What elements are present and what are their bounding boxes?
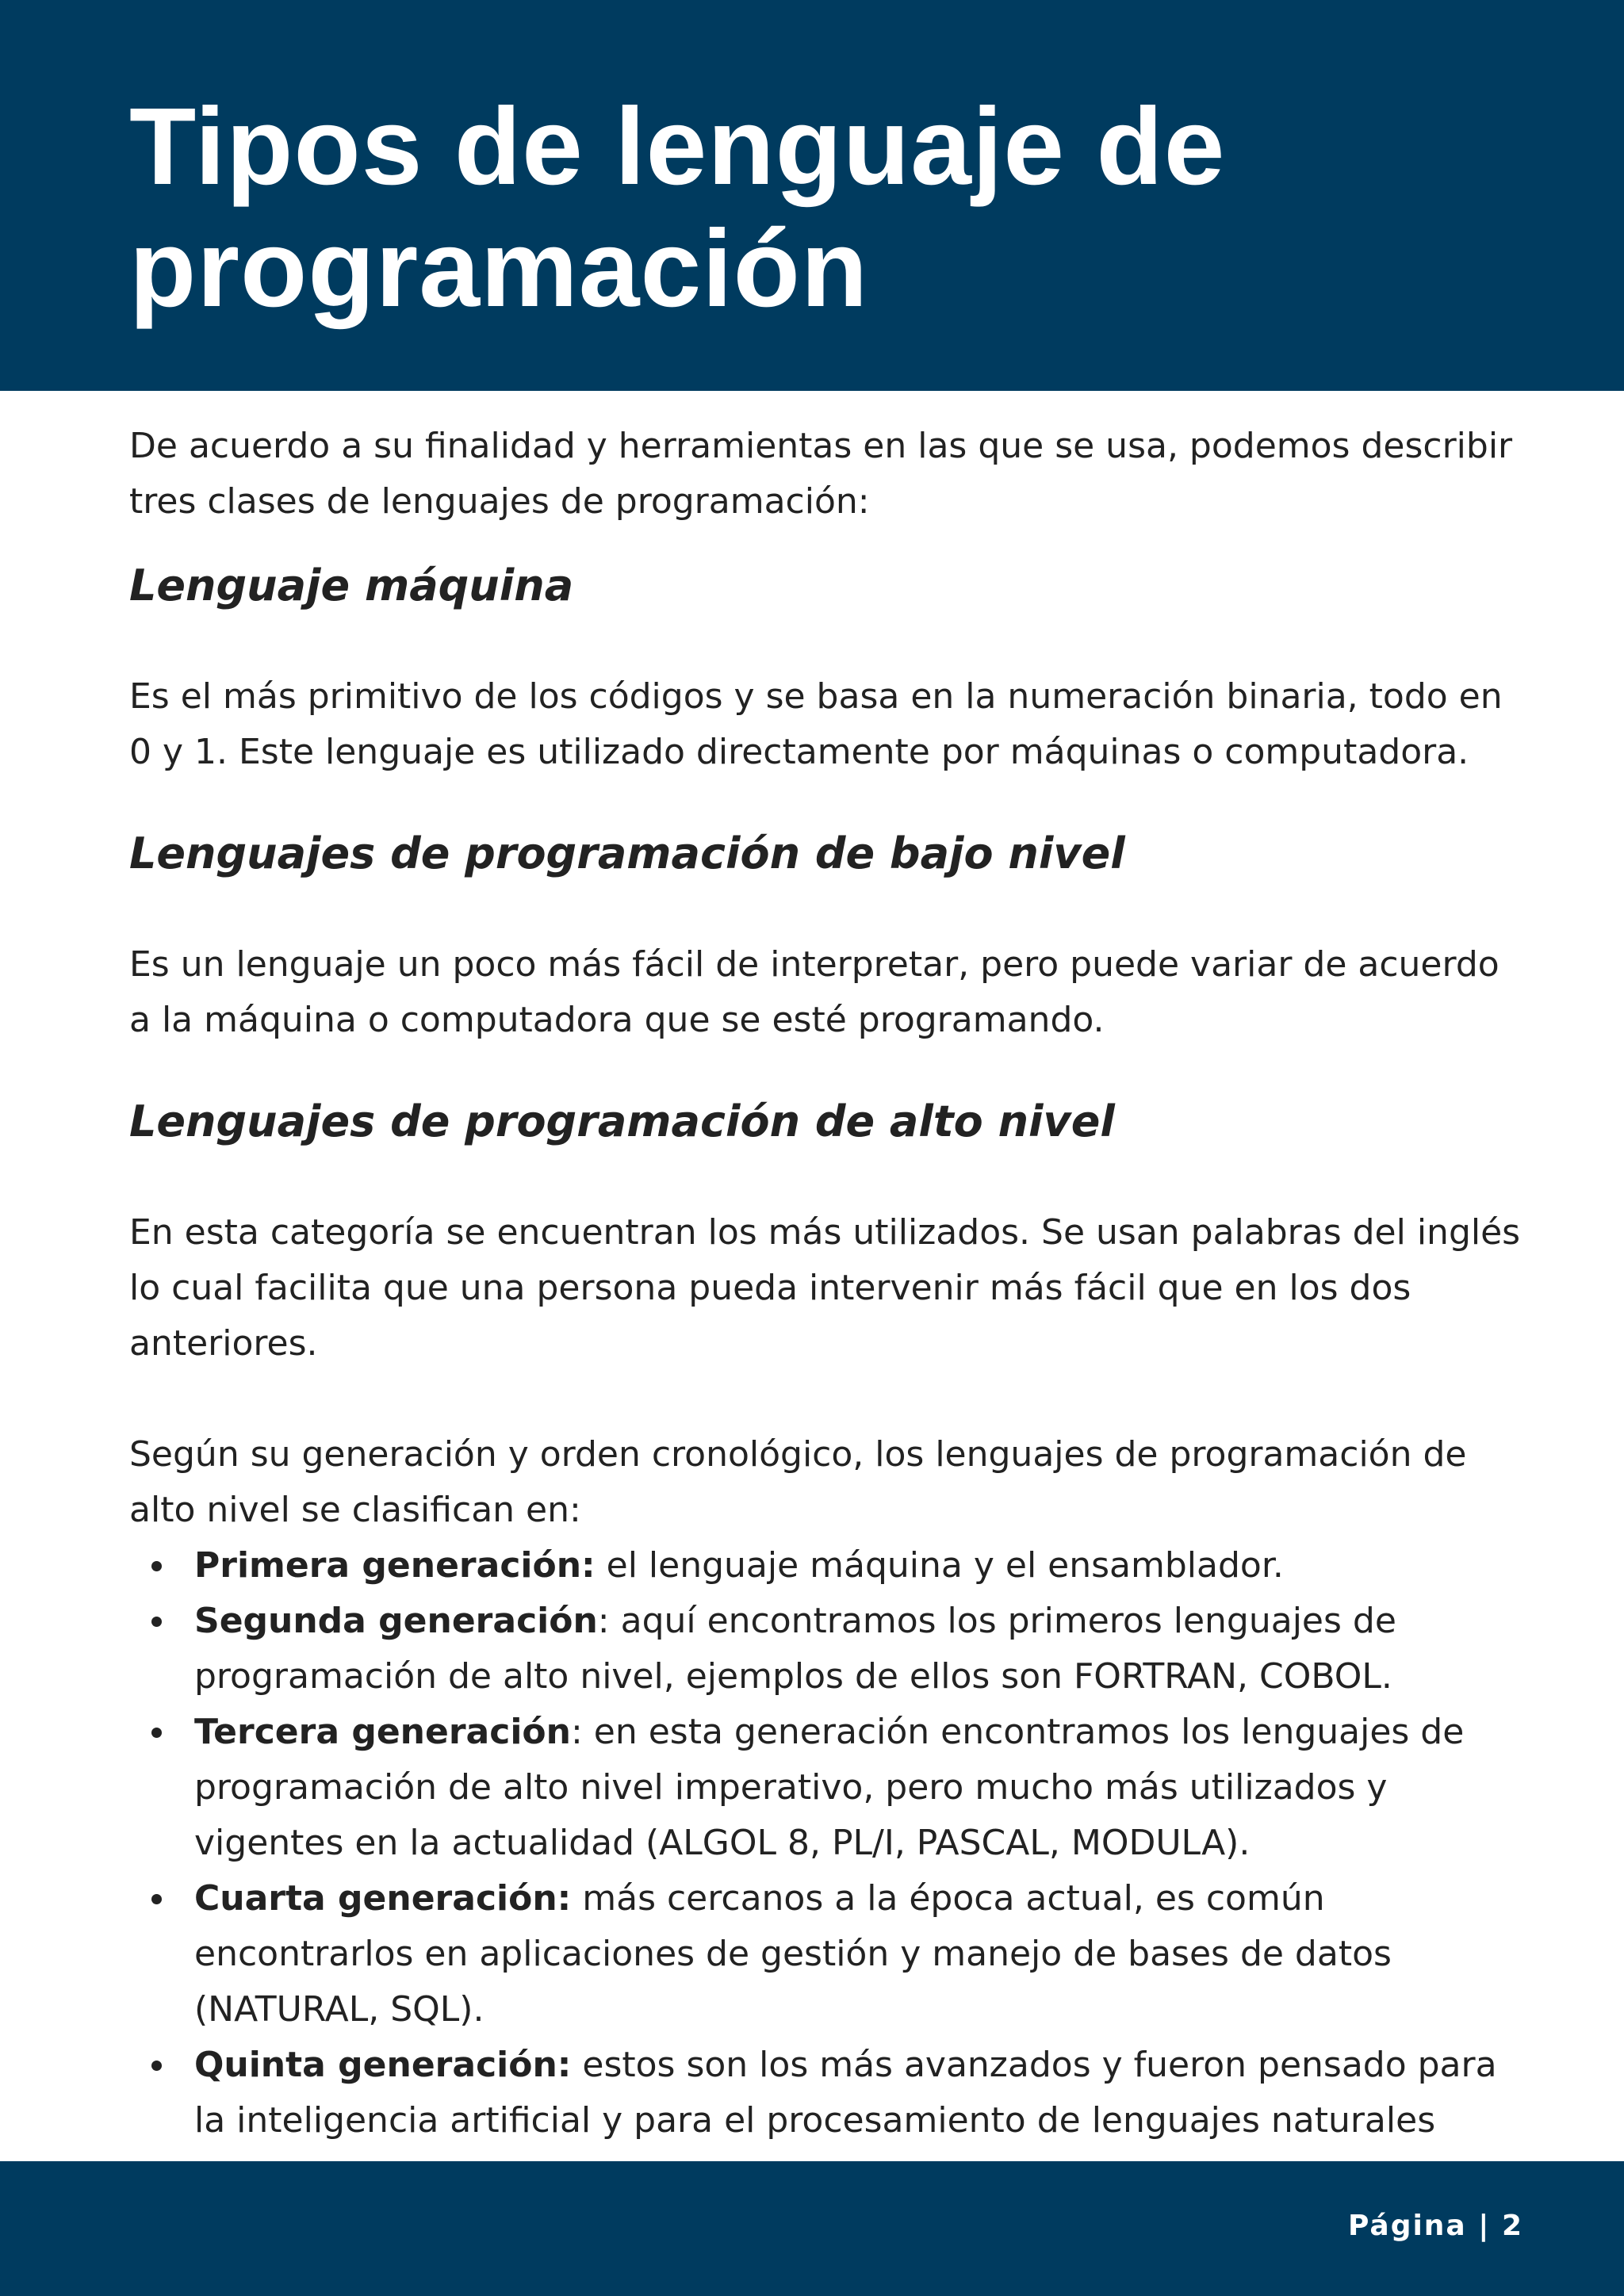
section-body-bajo-nivel: Es un lenguaje un poco más fácil de interpretar, pero puede variar de acuerdo a la máquina o computadora que se esté programando. [129,944,1500,1040]
page-footer [0,2161,1624,2296]
section-body-lenguaje-maquina: Es el más primitivo de los códigos y se basa en la numeración binaria, todo en 0 y 1. Este lenguaje es utilizado directamente por máquinas o computadora. [129,676,1503,772]
generation-label: Quinta generación: [194,2045,572,2085]
bullet-icon [151,1561,162,1571]
list-item-tercera-generacion [129,1705,1525,1871]
document-body [129,419,1525,2204]
section-title-bajo-nivel: Lenguajes de programación de bajo nivel [129,828,1125,878]
section-body-alto-nivel-classification: Según su generación y orden cronológico, los lenguajes de programación de alto nivel se clasifican en: [129,1434,1467,1530]
bullet-icon [151,1894,162,1904]
section-body-alto-nivel: En esta categoría se encuentran los más utilizados. Se usan palabras del inglés lo cual facilita que una persona pueda intervenir más fácil que en los dos anteriores. [129,1212,1521,1364]
section-title-lenguaje-maquina: Lenguaje máquina [129,561,574,610]
generation-text: estos son los más avanzados y fueron pensado para la inteligencia artificial y para el procesamiento de lenguajes naturales [194,2045,1497,2141]
generation-text: : aquí encontramos los primeros lenguajes de programación de alto nivel, ejemplos de ellos son FORTRAN, COBOL. [194,1601,1396,1697]
page-number-label: Página | 2 [1347,2210,1523,2242]
generation-text: el lenguaje máquina y el ensamblador. [595,1545,1284,1586]
generation-text: : en esta generación encontramos los lenguajes de programación de alto nivel imperativo, pero mucho más utilizados y vigentes en la actualidad (ALGOL 8, PL/I, PASCAL, MODULA). [194,1712,1465,1863]
generation-label: Segunda generación [194,1601,598,1641]
bullet-icon [151,1728,162,1738]
bullet-icon [151,2061,162,2071]
page-title: Tipos de lenguaje de programación [129,86,1226,330]
generation-label: Primera generación: [194,1545,596,1586]
page-header [0,0,1624,391]
section-title-alto-nivel: Lenguajes de programación de alto nivel [129,1096,1115,1146]
list-item-primera-generacion [129,1538,1525,1594]
intro-paragraph: De acuerdo a su finalidad y herramientas en las que se usa, podemos describir tres clases de lenguajes de programación: [129,426,1513,522]
generation-label: Cuarta generación: [194,1878,572,1919]
list-item-cuarta-generacion [129,1871,1525,2038]
generation-label: Tercera generación [194,1712,571,1752]
list-item-segunda-generacion [129,1594,1525,1705]
generation-list [129,1538,1525,2204]
bullet-icon [151,1617,162,1627]
generation-text: más cercanos a la época actual, es común encontrarlos en aplicaciones de gestión y manejo de bases de datos (NATURAL, SQL). [194,1878,1392,2030]
